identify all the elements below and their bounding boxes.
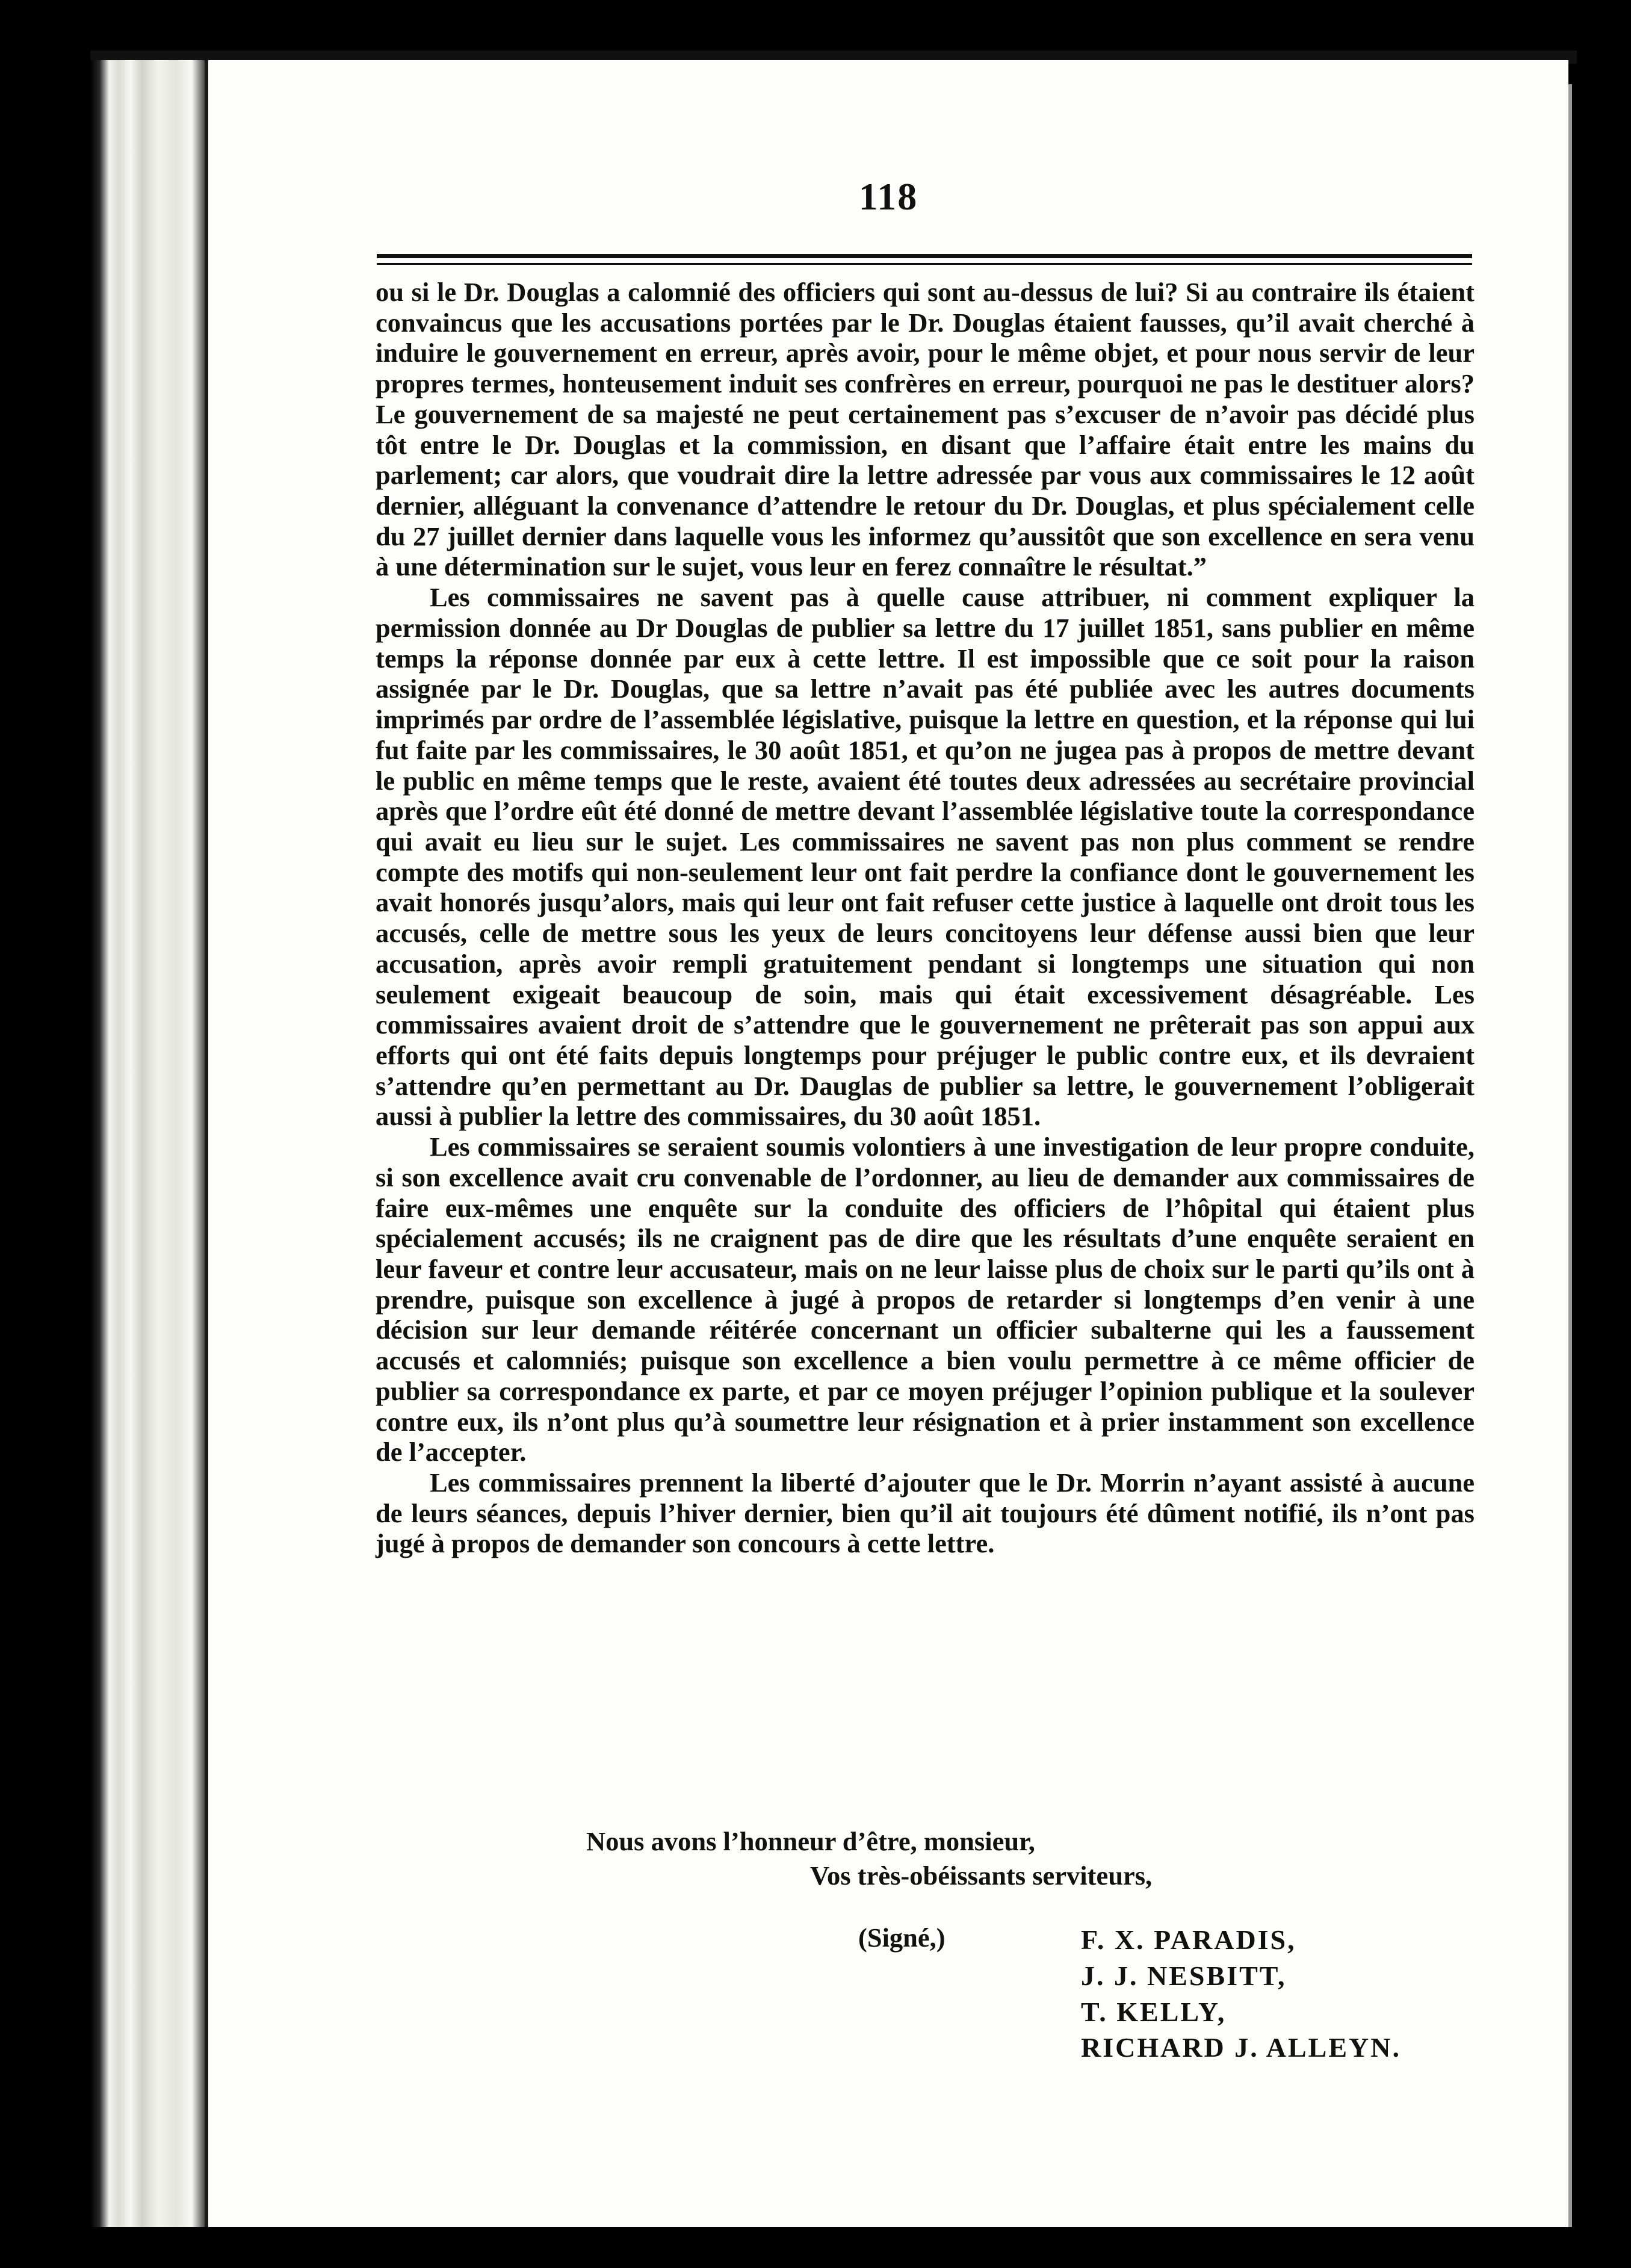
paragraph-3: Les commissaires se seraient soumis volontiers à une investigation de leur propre conduite, si son excellence avait cru convenable de l’ordonner, au lieu de demander aux commissaires de faire eux-mêmes une enquête sur la conduite des officiers de l’hôpital qui étaient plus spécialement accusés; ils ne craignent pas de dire que les résultats d’une enquête seraient en leur faveur et contre leur accusateur, mais on ne leur laisse plus de choix sur le parti qu’ils ont à prendre, puisque son excellence à jugé à propos de retarder si longtemps d’en venir à une décision sur leur demande réitérée concernant un officier subalterne qui les a faussement accusés et calomniés; puisque son excellence a bien voulu permettre à ce même officier de publier sa correspondance ex parte, et par ce moyen préjuger l’opinion publique et la soulever contre eux, ils n’ont plus qu’à soumettre leur résignation et à prier instamment son excellence de l’accepter. — [376, 1132, 1475, 1467]
paragraph-1: ou si le Dr. Douglas a calomnié des officiers qui sont au-dessus de lui? Si au contraire ils étaient convaincus que les accusations portées par le Dr. Douglas étaient fausses, qu’il avait cherché à induire le gouvernement en erreur, après avoir, pour le même objet, et pour nous servir de leur propres termes, honteusement induit ses confrères en erreur, pourquoi ne pas le destituer alors? Le gouvernement de sa majesté ne peut certainement pas s’excuser de n’avoir pas décidé plus tôt entre le Dr. Douglas et la commission, en disant que l’affaire était entre les mains du parlement; car alors, que voudrait dire la lettre adressée par vous aux commissaires le 12 août dernier, alléguant la convenance d’attendre le retour du Dr. Douglas, et plus spécialement celle du 27 juillet dernier dans laquelle vous les informez qu’aussitôt que son excellence en sera venu à une détermination sur le sujet, vous leur en ferez connaître le résultat.” — [376, 277, 1475, 582]
book-page — [205, 60, 1568, 2227]
header-rule-thin — [377, 263, 1472, 265]
page-number: 118 — [858, 175, 918, 218]
paragraph-4: Les commissaires prennent la liberté d’ajouter que le Dr. Morrin n’ayant assisté à aucune de leurs séances, depuis l’hiver dernier, bien qu’il ait toujours été dûment notifié, ils n’ont pas jugé à propos de demander son concours à cette lettre. — [376, 1467, 1475, 1559]
signatory-kelly: T. KELLY, — [1081, 1996, 1227, 2027]
signatories — [1081, 1922, 1401, 2066]
header-rule-thick — [377, 254, 1472, 258]
page-stack-edge — [90, 60, 208, 2227]
body-text — [376, 277, 1475, 1559]
signed-label: (Signé,) — [858, 1923, 945, 1953]
closing-servants: Vos très-obéissants serviteurs, — [810, 1861, 1153, 1891]
closing-salutation: Nous avons l’honneur d’être, monsieur, — [586, 1826, 1035, 1856]
signatory-paradis: F. X. PARADIS, — [1081, 1924, 1296, 1955]
right-shadow — [1568, 84, 1631, 2227]
signatory-nesbitt: J. J. NESBITT, — [1081, 1960, 1287, 1991]
paragraph-2: Les commissaires ne savent pas à quelle cause attribuer, ni comment expliquer la permission donnée au Dr Douglas de publier sa lettre du 17 juillet 1851, sans publier en même temps la réponse donnée par eux à cette lettre. Il est impossible que ce soit pour la raison assignée par le Dr. Douglas, que sa lettre n’avait pas été publiée avec les autres documents imprimés par ordre de l’assemblée législative, puisque la lettre en question, et la réponse qui lui fut faite par les commissaires, le 30 août 1851, et qu’on ne jugea pas à propos de mettre devant le public en même temps que le reste, avaient été toutes deux adressées au secrétaire provincial après que l’ordre eût été donné de mettre devant l’assemblée législative toute la correspondance qui avait eu lieu sur le sujet. Les commissaires ne savent pas non plus comment se rendre compte des motifs qui non-seulement leur ont fait perdre la confiance dont le gouvernement les avait honorés jusqu’alors, mais qui leur ont fait refuser cette justice à laquelle ont droit tous les accusés, celle de mettre sous les yeux de leurs concitoyens leur défense aussi bien que leur accusation, après avoir rempli gratuitement pendant si longtemps une situation qui non seulement exigeait beaucoup de soin, mais qui était excessivement désagréable. Les commissaires avaient droit de s’attendre que le gouvernement ne prêterait pas son appui aux efforts qui ont été faits depuis longtemps pour préjuger le public contre eux, et ils devraient s’attendre qu’en permettant au Dr. Dauglas de publier sa lettre, le gouvernement l’obligerait aussi à publier la lettre des commissaires, du 30 août 1851. — [376, 582, 1475, 1132]
signatory-alleyn: RICHARD J. ALLEYN. — [1081, 2032, 1401, 2063]
